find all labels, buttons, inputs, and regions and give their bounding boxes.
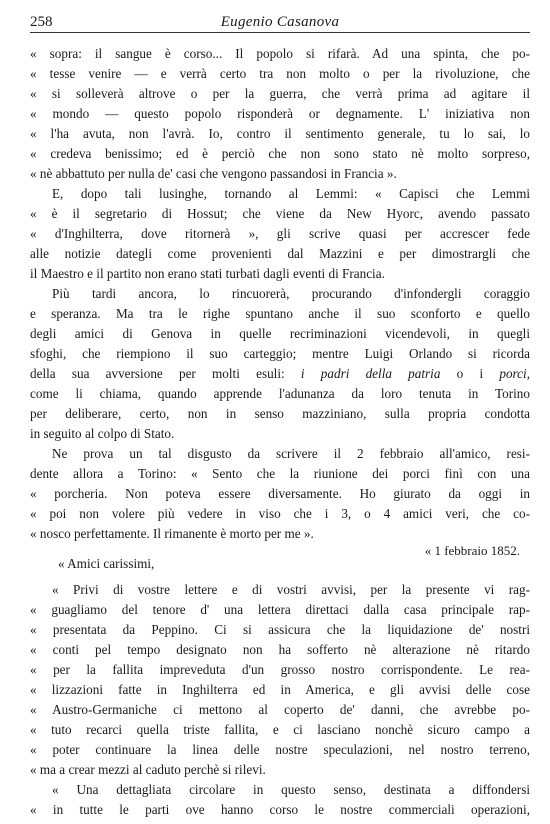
text-line: come li chiama, quando apprende l'adunanza da loro tenuta in Torino [30, 386, 530, 401]
letter-line: « in tutte le parti ove hanno corso le nostre commerciali operazioni, [30, 802, 530, 817]
letter-line: « conti pel tempo designato non ha sofferto nè alterazione nè ritardo [30, 642, 530, 657]
text-line: « nè abbattuto per nulla de' casi che vengono passandosi in Francia ». [30, 166, 397, 181]
text-line: Ne prova un tal disgusto da scrivere il 2 febbraio all'amico, resi- [52, 446, 530, 461]
text-line: in seguito al colpo di Stato. [30, 426, 175, 441]
text-line: « si solleverà altrove o per la guerra, che verrà prima ad agitare il [30, 86, 530, 101]
letter-line: « per la fallita impreveduta d'un grosso nostro corrispondente. Le rea- [30, 662, 530, 677]
letter-line: « Austro-Germaniche ci mettono al coperto de' danni, che avrebbe po- [30, 702, 530, 717]
text-line: « d'Inghilterra, dove ritornerà », gli scrive quasi per accrescer fede [30, 226, 530, 241]
letter-line: « guagliamo del tenore d' una lettera direttaci dalla casa principale rap- [30, 602, 530, 617]
text-line: « sopra: il sangue è corso... Il popolo si rifarà. Ad una spinta, che po- [30, 46, 530, 61]
letter-line: « Privi di vostre lettere e di vostri avvisi, per la presente vi rag- [52, 582, 530, 597]
text-line: « è il segretario di Hossut; che viene da New Hyorc, avendo passato [30, 206, 530, 221]
text-line: per deliberare, certo, non in senso mazziniano, sulla propria condotta [30, 406, 530, 421]
letter-line: « ma a crear mezzi al caduto perchè si rilevi. [30, 762, 266, 777]
header-rule [30, 32, 530, 33]
text-line: « poi non volere più vedere in viso che i 3, o 4 amici veri, che co- [30, 506, 530, 521]
text-line: il Maestro e il partito non erano stati turbati dagli eventi di Francia. [30, 266, 385, 281]
text-line: « mondo — questo popolo risponderà or degnamente. L' iniziativa non [30, 106, 530, 121]
text-line: dente allora a Torino: « Sento che la riunione dei porci finì con una [30, 466, 530, 481]
text-line: « l'ha avuta, non l'avrà. Io, contro il sentimento generale, tu lo sai, lo [30, 126, 530, 141]
letter-line: « lizzazioni fatte in Inghilterra ed in America, e gli avvisi delle cose [30, 682, 530, 697]
text-line: Più tardi ancora, lo rincuorerà, procurando d'infondergli coraggio [52, 286, 530, 301]
text-segment: della sua avversione per molti esuli: [30, 366, 285, 381]
text-line: alle notizie dategli come provenienti dal Mazzini e per dimostrargli che [30, 246, 530, 261]
letter-line: « presentata da Peppino. Ci si assicura che la liquidazione de' nostri [30, 622, 530, 637]
italic-phrase: i padri della patria [300, 366, 441, 381]
italic-word: porci, [499, 366, 530, 381]
text-line: e speranza. Ma tra le righe spuntano anche il suo sconforto e quello [30, 306, 530, 321]
text-line: « porcheria. Non poteva essere diversamente. Ho giurato da oggi in [30, 486, 530, 501]
text-segment: o i [456, 366, 484, 381]
text-line [30, 364, 530, 384]
text-line: degli amici di Genova in quelle recriminazioni vicendevoli, in quegli [30, 326, 530, 341]
running-head: Eugenio Casanova [220, 14, 340, 30]
letter-line: « Una dettagliata circolare in questo senso, destinata a diffondersi [52, 782, 530, 797]
letter-salutation: « Amici carissimi, [58, 556, 155, 571]
letter-date: « 1 febbraio 1852. [424, 543, 520, 558]
page-number: 258 [30, 14, 53, 30]
text-line: « credeva benissimo; ed è perciò che non sono stato nè molto sorpreso, [30, 146, 530, 161]
text-line: « tesse venire — e verrà certo tra non molto o per la rivoluzione, che [30, 66, 530, 81]
letter-text [30, 580, 530, 820]
letter-line: « poter continuare la linea delle nostre speculazioni, nel nostro terreno, [30, 742, 530, 757]
text-line: « nosco perfettamente. Il rimanente è morto per me ». [30, 526, 314, 541]
text-line: E, dopo tali lusinghe, tornando al Lemmi: « Capisci che Lemmi [52, 186, 530, 201]
text-line: sfoghi, che riempiono il suo carteggio; mentre Luigi Orlando si ricorda [30, 346, 530, 361]
body-text [30, 44, 530, 544]
letter-line: « tuto recarci quella triste fallita, e ci lasciano nonchè sicuro campo a [30, 722, 530, 737]
